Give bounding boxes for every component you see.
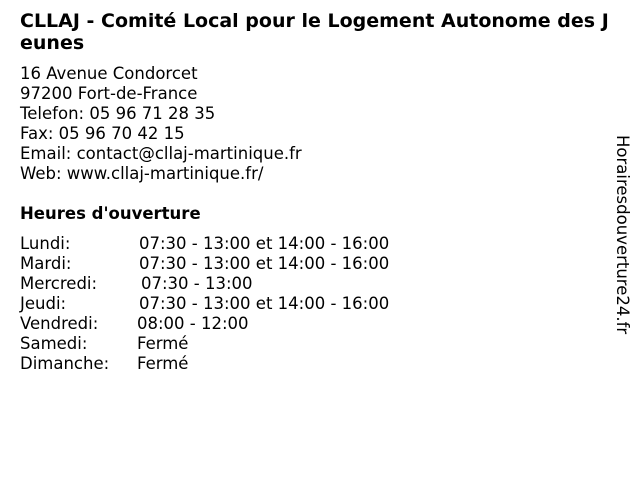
day-label: Lundi: (20, 234, 71, 253)
day-hours: 08:00 - 12:00 (137, 314, 249, 333)
website-url: Web: www.cllaj-martinique.fr/ (20, 164, 264, 183)
day-hours: 07:30 - 13:00 et 14:00 - 16:00 (139, 294, 390, 313)
day-hours: 07:30 - 13:00 (141, 274, 253, 293)
contact-block (20, 64, 302, 184)
address-street: 16 Avenue Condorcet (20, 64, 198, 83)
day-label: Vendredi: (20, 314, 99, 333)
day-label: Jeudi: (20, 294, 67, 313)
day-label: Mardi: (20, 254, 72, 273)
phone-number: Telefon: 05 96 71 28 35 (20, 104, 216, 123)
email-address: Email: contact@cllaj-martinique.fr (20, 144, 302, 163)
day-hours: Fermé (137, 334, 189, 353)
address-city: 97200 Fort-de-France (20, 84, 198, 103)
day-label: Samedi: (20, 334, 88, 353)
day-hours: Fermé (137, 354, 189, 373)
day-label: Mercredi: (20, 274, 98, 293)
day-hours: 07:30 - 13:00 et 14:00 - 16:00 (139, 254, 390, 273)
fax-number: Fax: 05 96 70 42 15 (20, 124, 185, 143)
day-hours: 07:30 - 13:00 et 14:00 - 16:00 (139, 234, 390, 253)
page-title: CLLAJ - Comité Local pour le Logement Autonome des Jeunes (20, 10, 609, 54)
site-watermark: Horairesdouverture24.fr (613, 135, 632, 335)
day-label: Dimanche: (20, 354, 110, 373)
opening-hours-heading: Heures d'ouverture (20, 204, 201, 223)
